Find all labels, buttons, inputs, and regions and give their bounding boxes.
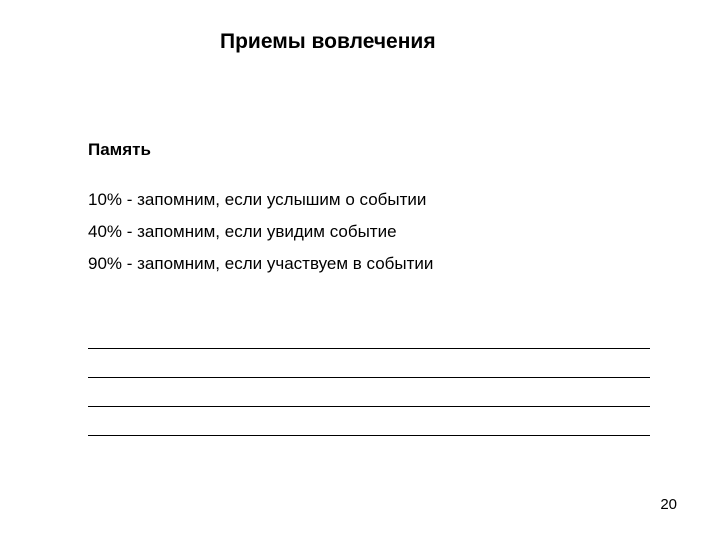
blank-line xyxy=(88,406,650,407)
stat-line-90: 90% - запомним, если участвуем в событии xyxy=(88,254,434,273)
blank-lines xyxy=(88,348,650,464)
blank-line xyxy=(88,435,650,436)
blank-line xyxy=(88,348,650,349)
stat-line-40: 40% - запомним, если увидим событие xyxy=(88,222,397,241)
stat-list xyxy=(88,190,433,286)
section-heading: Память xyxy=(88,140,151,159)
stat-line-10: 10% - запомним, если услышим о событии xyxy=(88,190,427,209)
slide-title: Приемы вовлечения xyxy=(220,30,436,53)
page-number: 20 xyxy=(660,496,677,513)
blank-line xyxy=(88,377,650,378)
